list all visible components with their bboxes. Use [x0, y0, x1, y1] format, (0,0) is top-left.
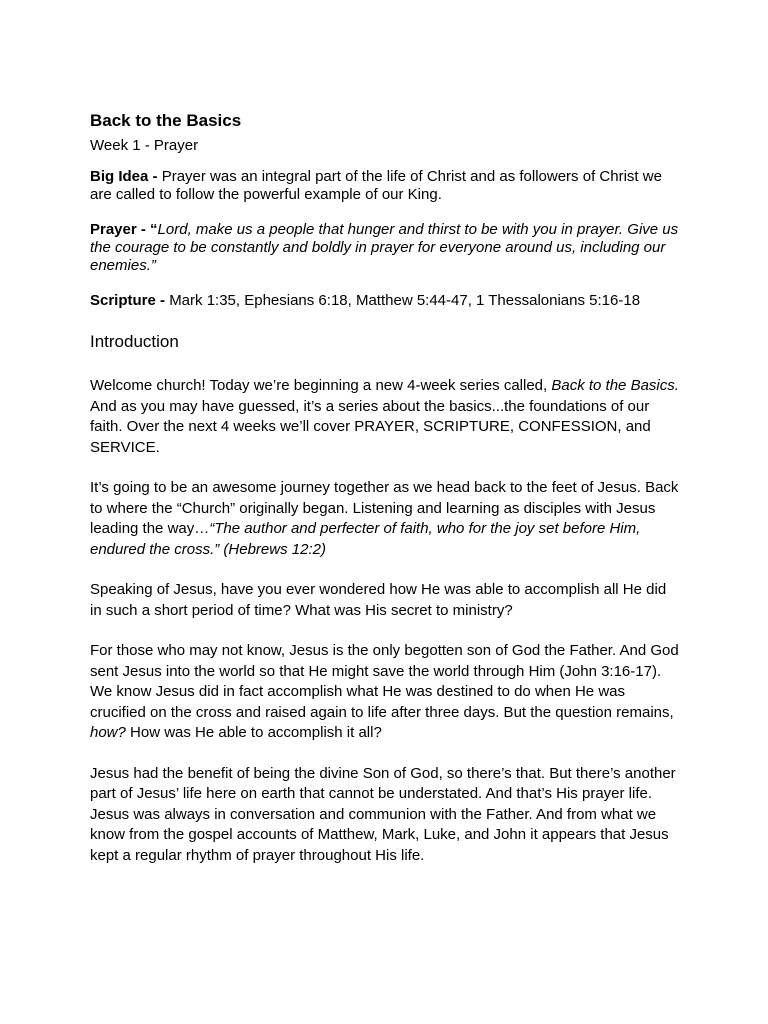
paragraph-begotten-son-text-c: How was He able to accomplish it all? [125, 724, 382, 741]
document-title: Back to the Basics [90, 111, 242, 130]
document-page [90, 109, 680, 866]
series-name: Back to the Basics. [551, 377, 679, 394]
how-emphasis: how? [90, 724, 126, 741]
paragraph-journey-text-a: It’s going to be an awesome journey together as we head back to the feet of Jesus. Back to where the “Church” originally began. Listening and learning as disciples with Jesus leading the way… [90, 479, 679, 537]
paragraph-welcome [90, 376, 680, 458]
document-subtitle: Week 1 - Prayer [90, 137, 199, 154]
paragraph-begotten-son [90, 641, 680, 744]
hebrews-quote: “The author and perfecter of faith, who for the joy set before Him, endured the cross.” (Hebrews 12:2) [90, 520, 641, 558]
prayer [90, 221, 680, 275]
paragraph-welcome-text-c: And as you may have guessed, it’s a series about the basics...the foundations of our faith. Over the next 4 weeks we’ll cover PRAYER, SCRIPTURE, CONFESSION, and SERVICE. [90, 397, 651, 456]
paragraph-journey [90, 478, 680, 560]
big-idea [90, 168, 680, 204]
scripture-label: Scripture - [90, 292, 166, 309]
scripture-text: Mark 1:35, Ephesians 6:18, Matthew 5:44-47, 1 Thessalonians 5:16-18 [169, 292, 641, 309]
big-idea-label: Big Idea - [90, 168, 158, 185]
prayer-text: Lord, make us a people that hunger and thirst to be with you in prayer. Give us the courage to be constantly and boldly in prayer for everyone around us, including our enemies.” [90, 221, 679, 274]
paragraph-prayer-life: Jesus had the benefit of being the divine Son of God, so there’s that. But there’s another part of Jesus’ life here on earth that cannot be understated. And that’s His prayer life. Jesus was always in conversation and communion with the Father. And from what we know from the gospel accounts of Matthew, Mark, Luke, and John it appears that Jesus kept a regular rhythm of prayer throughout His life. [90, 764, 676, 864]
paragraph-speaking-of-jesus: Speaking of Jesus, have you ever wondered how He was able to accomplish all He did in such a short period of time? What was His secret to ministry? [90, 581, 667, 619]
section-heading-introduction: Introduction [90, 332, 179, 351]
paragraph-welcome-text-a: Welcome church! Today we’re beginning a new 4-week series called, [90, 377, 552, 394]
big-idea-text: Prayer was an integral part of the life of Christ and as followers of Christ we are called to follow the powerful example of our King. [90, 168, 662, 203]
scripture [90, 292, 680, 310]
prayer-label: Prayer - “ [90, 221, 158, 238]
paragraph-begotten-son-text-a: For those who may not know, Jesus is the only begotten son of God the Father. And God sent Jesus into the world so that He might save the world through Him (John 3:16-17). We know Jesus did in fact accomplish what He was destined to do when He was crucified on the cross and raised again to life after three days. But the question remains, [90, 642, 679, 721]
